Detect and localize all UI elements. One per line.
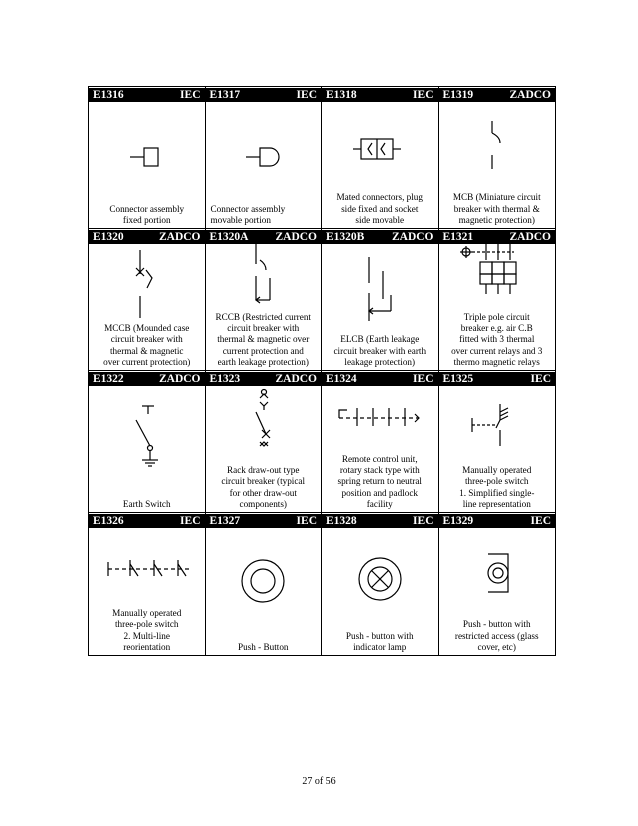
symbol-cell [89, 513, 206, 655]
three-pole-switch-multi-line-icon [92, 528, 202, 608]
symbol-caption: Rack draw-out type circuit breaker (typical for other draw-out components) [221, 465, 306, 509]
push-button-lamp-icon [325, 539, 435, 619]
standard-label: IEC [413, 89, 434, 101]
standard-label: IEC [296, 89, 317, 101]
mated-connectors-icon [325, 107, 435, 187]
push-button-icon [208, 545, 318, 625]
connector-fixed-icon [92, 113, 202, 193]
three-pole-switch-single-line-icon [442, 386, 552, 466]
symbol-code: E1320B [326, 231, 365, 243]
standard-label: IEC [530, 373, 551, 385]
symbol-cell [439, 513, 556, 655]
symbol-code: E1322 [93, 373, 124, 385]
standard-label: IEC [296, 515, 317, 527]
standard-label: IEC [530, 515, 551, 527]
cell-header [439, 514, 556, 528]
rccb-icon [208, 238, 318, 318]
cell-header [89, 230, 205, 244]
standard-label: IEC [413, 515, 434, 527]
symbol-cell [322, 87, 439, 229]
cell-header [89, 88, 205, 102]
symbol-cell [322, 229, 439, 371]
symbol-caption: Manually operated three-pole switch 2. Multi-line reorientation [112, 608, 182, 652]
elcb-icon [325, 249, 435, 329]
symbol-code: E1316 [93, 89, 124, 101]
symbol-caption: Push - button with indicator lamp [345, 630, 414, 652]
symbol-cell [89, 371, 206, 513]
cell-header [439, 372, 556, 386]
symbol-cell [206, 229, 323, 371]
symbol-caption: Connector assembly movable portion [210, 203, 286, 225]
symbol-cell [322, 371, 439, 513]
symbol-cell [206, 371, 323, 513]
push-button-restricted-icon [442, 534, 552, 614]
page-number: 27 of 56 [302, 776, 336, 787]
standard-label: ZADCO [509, 89, 551, 101]
symbol-cell [89, 229, 206, 371]
symbol-code: E1329 [442, 515, 474, 527]
symbol-code: E1327 [209, 515, 241, 527]
symbol-code: E1323 [209, 373, 241, 385]
cell-header [206, 88, 322, 102]
symbol-code: E1324 [326, 373, 357, 385]
symbol-code: E1320 [93, 231, 124, 243]
symbol-caption: ELCB (Earth leakage circuit breaker with earth leakage protection) [333, 334, 427, 367]
cell-header [322, 514, 438, 528]
cell-header [206, 514, 322, 528]
symbol-caption: MCCB (Mounded case circuit breaker with thermal & magnetic over current protection) [103, 323, 191, 367]
standard-label: ZADCO [158, 373, 201, 385]
symbol-code: E1317 [209, 89, 241, 101]
symbol-caption: Remote control unit, rotary stack type with spring return to neutral position and padlock facility [337, 453, 422, 509]
symbol-code: E1326 [93, 515, 124, 527]
standard-label: ZADCO [509, 231, 551, 243]
symbol-caption: Push - button with restricted access (glass cover, etc) [454, 619, 539, 652]
symbol-table [88, 86, 556, 656]
cell-header [206, 372, 322, 386]
symbol-code: E1318 [326, 89, 357, 101]
symbol-code: E1325 [442, 373, 474, 385]
cell-header [439, 88, 556, 102]
remote-control-unit-icon [325, 380, 435, 460]
earth-switch-icon [92, 402, 202, 482]
standard-label: IEC [413, 373, 434, 385]
standard-label: ZADCO [275, 373, 317, 385]
standard-label: ZADCO [158, 231, 201, 243]
cell-header [89, 514, 205, 528]
standard-label: ZADCO [275, 231, 317, 243]
symbol-cell [439, 229, 556, 371]
triple-pole-breaker-icon [442, 238, 552, 318]
symbol-cell [89, 87, 206, 229]
symbol-cell [439, 371, 556, 513]
cell-header [89, 372, 205, 386]
symbol-cell [322, 513, 439, 655]
symbol-code: E1320A [209, 231, 249, 243]
symbol-caption: Earth Switch [122, 498, 171, 509]
mcb-icon [442, 107, 552, 187]
rack-drawout-breaker-icon [208, 386, 318, 466]
connector-movable-icon [208, 113, 318, 193]
symbol-cell [439, 87, 556, 229]
standard-label: IEC [180, 89, 201, 101]
symbol-code: E1328 [326, 515, 357, 527]
standard-label: IEC [180, 515, 201, 527]
symbol-caption: Connector assembly fixed portion [109, 203, 185, 225]
symbol-caption: Triple pole circuit breaker e.g. air C.B fitted with 3 thermal over current relays and 3 thermo magnetic relays [451, 311, 543, 367]
cell-header [322, 230, 438, 244]
symbol-code: E1321 [442, 231, 474, 243]
symbol-caption: Push - Button [237, 641, 289, 652]
symbol-caption: MCB (Miniature circuit breaker with thermal & magnetic protection) [452, 192, 541, 225]
symbol-caption: Manually operated three-pole switch 1. Simplified single- line representation [459, 465, 535, 509]
symbol-cell [206, 87, 323, 229]
mccb-icon [92, 244, 202, 324]
symbol-cell [206, 513, 323, 655]
symbol-caption: RCCB (Restricted current circuit breaker with thermal & magnetic over current protection and earth leakage protection) [215, 311, 311, 367]
cell-header [322, 88, 438, 102]
symbol-code: E1319 [442, 89, 474, 101]
standard-label: ZADCO [391, 231, 434, 243]
symbol-caption: Mated connectors, plug side fixed and socket side movable [336, 192, 423, 225]
